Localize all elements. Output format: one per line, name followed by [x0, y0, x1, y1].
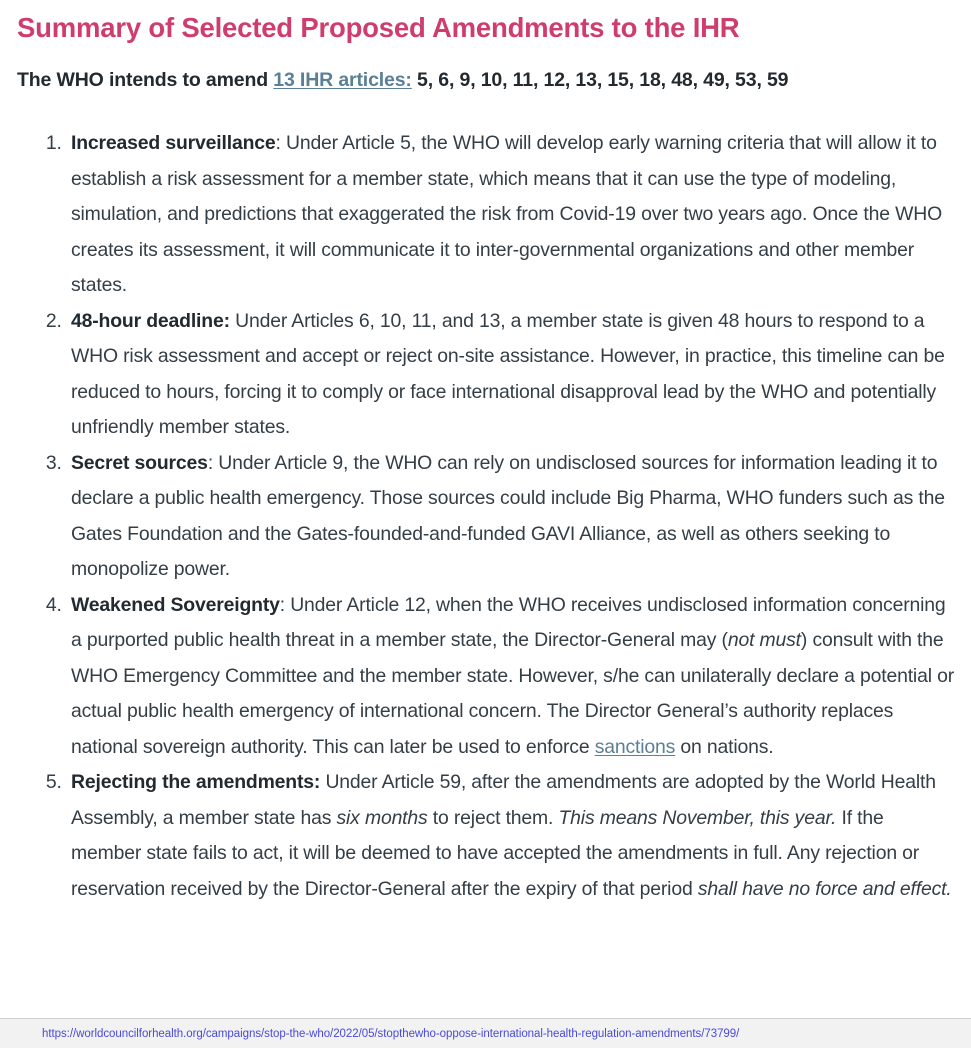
list-item-text: Under Articles 6, 10, 11, and 13, a member state is given 48 hours to respond to a WHO risk assessment and accept or reject on-site assistance. However, in practice, this timeline can be reduced to hours, forcing it to comply or face international disapproval lead by the WHO and potentially unfriendly member states.: [71, 309, 945, 439]
list-item-text: to reject them.: [427, 806, 559, 829]
subtitle-articles: 5, 6, 9, 10, 11, 12, 13, 15, 18, 48, 49, 53, 59: [411, 68, 789, 91]
amendments-list: [14, 126, 957, 907]
subtitle-line: [17, 68, 957, 93]
page-title: Summary of Selected Proposed Amendments to the IHR: [17, 12, 740, 43]
subtitle-prefix: The WHO intends to amend: [17, 68, 274, 91]
list-item: [67, 126, 957, 304]
list-item: [67, 446, 957, 588]
emphasis-text: six months: [336, 806, 428, 829]
emphasis-text: This means November, this year.: [558, 806, 837, 829]
list-item-text: : Under Article 9, the WHO can rely on undisclosed sources for information leading it to declare a public health emergency. Those sources could include Big Pharma, WHO funders such as the Gates Foundation and the Gates-founded-and-funded GAVI Alliance, as well as others seeking to monopolize power.: [71, 451, 945, 581]
inline-link[interactable]: sanctions: [594, 735, 676, 758]
list-item-text: Under Article 59, after the amendments are adopted by the World Health Assembly, a member state has: [71, 771, 936, 829]
list-item-text: on nations.: [675, 735, 774, 758]
status-bar-url-text: https://worldcouncilforhealth.org/campaigns/stop-the-who/2022/05/stopthewho-oppose-international-health-regulation-amendments/73799/: [42, 1027, 740, 1040]
list-item: [67, 304, 957, 446]
ihr-articles-link[interactable]: 13 IHR articles:: [273, 68, 412, 91]
status-bar-url: [0, 1018, 971, 1048]
list-item-lead: Weakened Sovereignty: [71, 593, 280, 616]
list-item-text: : Under Article 5, the WHO will develop early warning criteria that will allow it to establish a risk assessment for a member state, which means that it can use the type of modeling, simulation, and predictions that exaggerated the risk from Covid-19 over two years ago. Once the WHO creates its assessment, it will communicate it to inter-governmental organizations and other member states.: [71, 132, 943, 297]
list-item: [67, 588, 957, 766]
list-item: [67, 765, 957, 907]
emphasis-text: shall have no force and effect.: [697, 877, 952, 900]
list-item-text: ) consult with the WHO Emergency Committee and the member state. However, s/he can unilaterally declare a potential or actual public health emergency of international concern. The Director General’s authority replaces national sovereign authority. This can later be used to enforce: [71, 629, 955, 758]
list-item-lead: Secret sources: [71, 451, 208, 474]
emphasis-text: not must: [727, 629, 801, 652]
list-item-lead: Rejecting the amendments:: [71, 771, 321, 794]
list-item-text: If the member state fails to act, it will be deemed to have accepted the amendments in full. Any rejection or reservation received by the Director-General after the expiry of that period: [71, 806, 920, 900]
list-item-lead: 48-hour deadline:: [71, 309, 230, 332]
list-item-text: : Under Article 12, when the WHO receives undisclosed information concerning a purported public health threat in a member state, the Director-General may (: [71, 593, 946, 652]
list-item-lead: Increased surveillance: [71, 132, 276, 155]
